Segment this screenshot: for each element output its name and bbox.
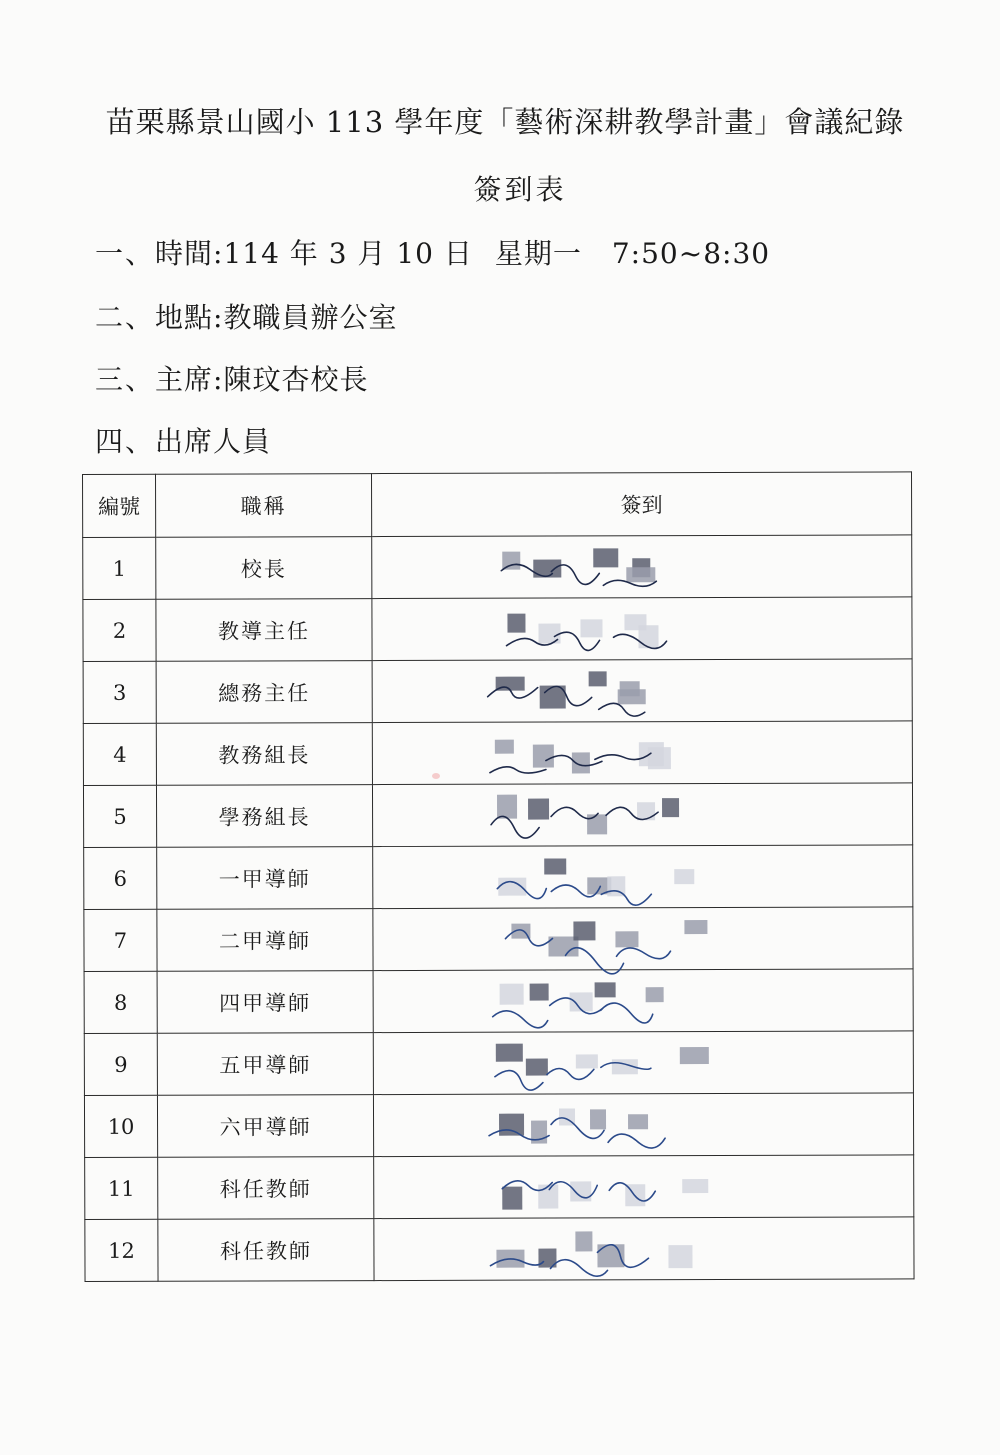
- document-title: 苗栗縣景山國小 113 學年度「藝術深耕教學計畫」會議紀錄: [105, 105, 905, 139]
- table-row: [83, 535, 912, 600]
- redacted-signature: [372, 535, 911, 598]
- section-time: [95, 232, 770, 272]
- row-job-title: 學務組長: [156, 785, 372, 848]
- row-job-title: 科任教師: [158, 1219, 374, 1282]
- row-number: 2: [83, 599, 156, 661]
- redacted-signature: [374, 1217, 913, 1280]
- section-number: 四、: [95, 425, 156, 458]
- header-title: 職稱: [156, 474, 372, 538]
- row-job-title: 科任教師: [158, 1157, 374, 1220]
- row-job-title: 校長: [156, 537, 372, 600]
- row-number: 10: [84, 1095, 157, 1157]
- row-signature-cell: [372, 535, 912, 599]
- section-label: 時間:: [155, 237, 224, 270]
- row-signature-cell: [373, 1031, 913, 1095]
- signature-scribble-icon: [373, 845, 913, 908]
- section-number: 三、: [95, 363, 156, 396]
- table-row: [85, 1217, 914, 1282]
- section-label: 地點:: [155, 301, 224, 334]
- table-row: [84, 969, 913, 1034]
- meeting-weekday: 星期一: [494, 237, 582, 270]
- signature-scribble-icon: [373, 659, 913, 722]
- row-signature-cell: [373, 907, 913, 971]
- signature-scribble-icon: [373, 721, 913, 784]
- row-job-title: 教務組長: [156, 723, 372, 786]
- row-number: 3: [83, 661, 156, 723]
- row-job-title: 五甲導師: [157, 1033, 373, 1096]
- row-signature-cell: [372, 659, 912, 723]
- row-job-title: 總務主任: [156, 661, 372, 724]
- row-job-title: 四甲導師: [157, 971, 373, 1034]
- signature-scribble-icon: [374, 1031, 914, 1094]
- row-number: 9: [84, 1033, 157, 1095]
- table-row: [83, 659, 912, 724]
- table-row: [84, 845, 913, 910]
- table-row: [84, 907, 913, 972]
- row-number: 4: [83, 723, 156, 785]
- redacted-signature: [373, 721, 912, 784]
- section-label: 出席人員: [155, 425, 272, 458]
- row-number: 1: [83, 537, 156, 599]
- header-number: 編號: [83, 474, 156, 537]
- header-signature: 簽到: [372, 472, 912, 537]
- signature-scribble-icon: [374, 1217, 914, 1280]
- meeting-location: 教職員辦公室: [223, 301, 398, 334]
- redacted-signature: [373, 845, 912, 908]
- row-job-title: 教導主任: [156, 599, 372, 662]
- row-signature-cell: [372, 597, 912, 661]
- section-label: 主席:: [155, 363, 224, 396]
- row-job-title: 二甲導師: [157, 909, 373, 972]
- signature-scribble-icon: [373, 907, 913, 970]
- table-row: [84, 1031, 913, 1096]
- row-number: 7: [84, 909, 157, 971]
- row-number: 12: [85, 1219, 158, 1281]
- signature-scribble-icon: [374, 969, 914, 1032]
- row-signature-cell: [374, 1155, 914, 1219]
- section-number: 一、: [95, 237, 156, 270]
- redacted-signature: [374, 969, 913, 1032]
- row-signature-cell: [373, 969, 913, 1033]
- document-subtitle: 簽到表: [473, 173, 567, 206]
- signature-scribble-icon: [373, 783, 913, 846]
- attendance-table: [82, 471, 915, 1282]
- table-row: [85, 1155, 914, 1220]
- row-signature-cell: [372, 783, 912, 847]
- meeting-date: 114 年 3 月 10 日: [223, 237, 473, 270]
- redacted-signature: [374, 1155, 913, 1218]
- row-number: 5: [83, 785, 156, 847]
- section-chair: [95, 358, 368, 398]
- section-location: [95, 296, 397, 336]
- row-signature-cell: [373, 1093, 913, 1157]
- row-signature-cell: [372, 721, 912, 785]
- redacted-signature: [372, 597, 911, 660]
- row-number: 11: [85, 1157, 158, 1219]
- meeting-time: 7:50~8:30: [611, 237, 771, 270]
- section-attendees: [95, 420, 271, 460]
- redacted-signature: [374, 1031, 913, 1094]
- meeting-chair: 陳玟杏校長: [223, 363, 369, 396]
- paper-mark: [432, 773, 440, 779]
- table-row: [84, 1093, 913, 1158]
- row-number: 6: [84, 847, 157, 909]
- row-signature-cell: [374, 1217, 914, 1281]
- redacted-signature: [373, 907, 912, 970]
- signature-scribble-icon: [372, 597, 912, 660]
- table-header-row: [83, 472, 912, 538]
- row-number: 8: [84, 971, 157, 1033]
- signature-scribble-icon: [374, 1093, 914, 1156]
- table-row: [83, 783, 912, 848]
- table-row: [83, 721, 912, 786]
- row-job-title: 一甲導師: [157, 847, 373, 910]
- redacted-signature: [373, 659, 912, 722]
- redacted-signature: [374, 1093, 913, 1156]
- row-signature-cell: [373, 845, 913, 909]
- section-number: 二、: [95, 301, 156, 334]
- redacted-signature: [373, 783, 912, 846]
- row-job-title: 六甲導師: [157, 1095, 373, 1158]
- table-row: [83, 597, 912, 662]
- signature-scribble-icon: [372, 535, 912, 598]
- signature-scribble-icon: [374, 1155, 914, 1218]
